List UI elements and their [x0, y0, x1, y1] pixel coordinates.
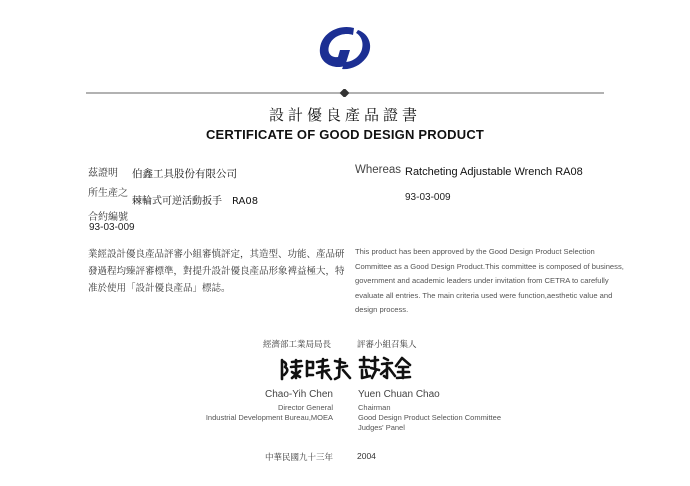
body-text-english: This product has been approved by the Good Design Product Selection Committee as a Good Design Product.This committee is composed of business, government and academic leaders under invitation from CETRA to carefully evaluate all entries. The main criteria used were function,aesthetic value and design process.: [355, 247, 624, 315]
good-design-g-logo-icon: [314, 22, 376, 74]
contract-number-label: 合約編號: [88, 212, 128, 223]
chairman-name: Yuen Chuan Chao: [358, 389, 440, 400]
certificate-title-chinese: 設計優良產品證書: [268, 106, 421, 124]
whereas-label: Whereas: [355, 164, 402, 176]
issue-date-english: 2004: [357, 451, 376, 461]
director-title-chinese: 經濟部工業局局長: [263, 340, 332, 350]
director-signature: [279, 356, 353, 382]
director-details: [206, 403, 333, 423]
company-value: 伯鑫工具股份有限公司: [132, 168, 237, 180]
contract-number-value-english: 93-03-009: [405, 192, 451, 203]
company-label: 茲證明: [88, 168, 118, 179]
body-text-chinese: 業經設計優良產品評審小組審慎評定，其造型、功能、產品研發過程均臻評審標準，對提升設計優良產品形象裨益極大，特准於使用「設計優良產品」標誌。: [88, 249, 345, 294]
chairman-panel: Judges' Panel: [358, 423, 405, 432]
director-organization: Industrial Development Bureau,MOEA: [205, 413, 333, 422]
product-value-english: Ratcheting Adjustable Wrench RA08: [405, 166, 583, 178]
contract-number-value: 93-03-009: [89, 222, 135, 233]
issue-date-chinese: 中華民國九十三年: [265, 453, 334, 463]
chairman-details: [358, 403, 501, 433]
product-label: 所生產之: [88, 188, 128, 199]
product-value: 棘輪式可逆活動扳手 RA08: [132, 196, 259, 207]
certificate-title-english: CERTIFICATE OF GOOD DESIGN PRODUCT: [205, 127, 485, 142]
chairman-organization: Good Design Product Selection Committee: [358, 413, 501, 422]
chairman-role: Chairman: [358, 403, 391, 412]
director-role: Director General: [277, 403, 333, 412]
chairman-title-chinese: 評審小組召集人: [357, 340, 417, 350]
title-divider: [86, 89, 604, 97]
chairman-signature: [358, 355, 422, 381]
director-name: Chao-Yih Chen: [264, 389, 333, 400]
